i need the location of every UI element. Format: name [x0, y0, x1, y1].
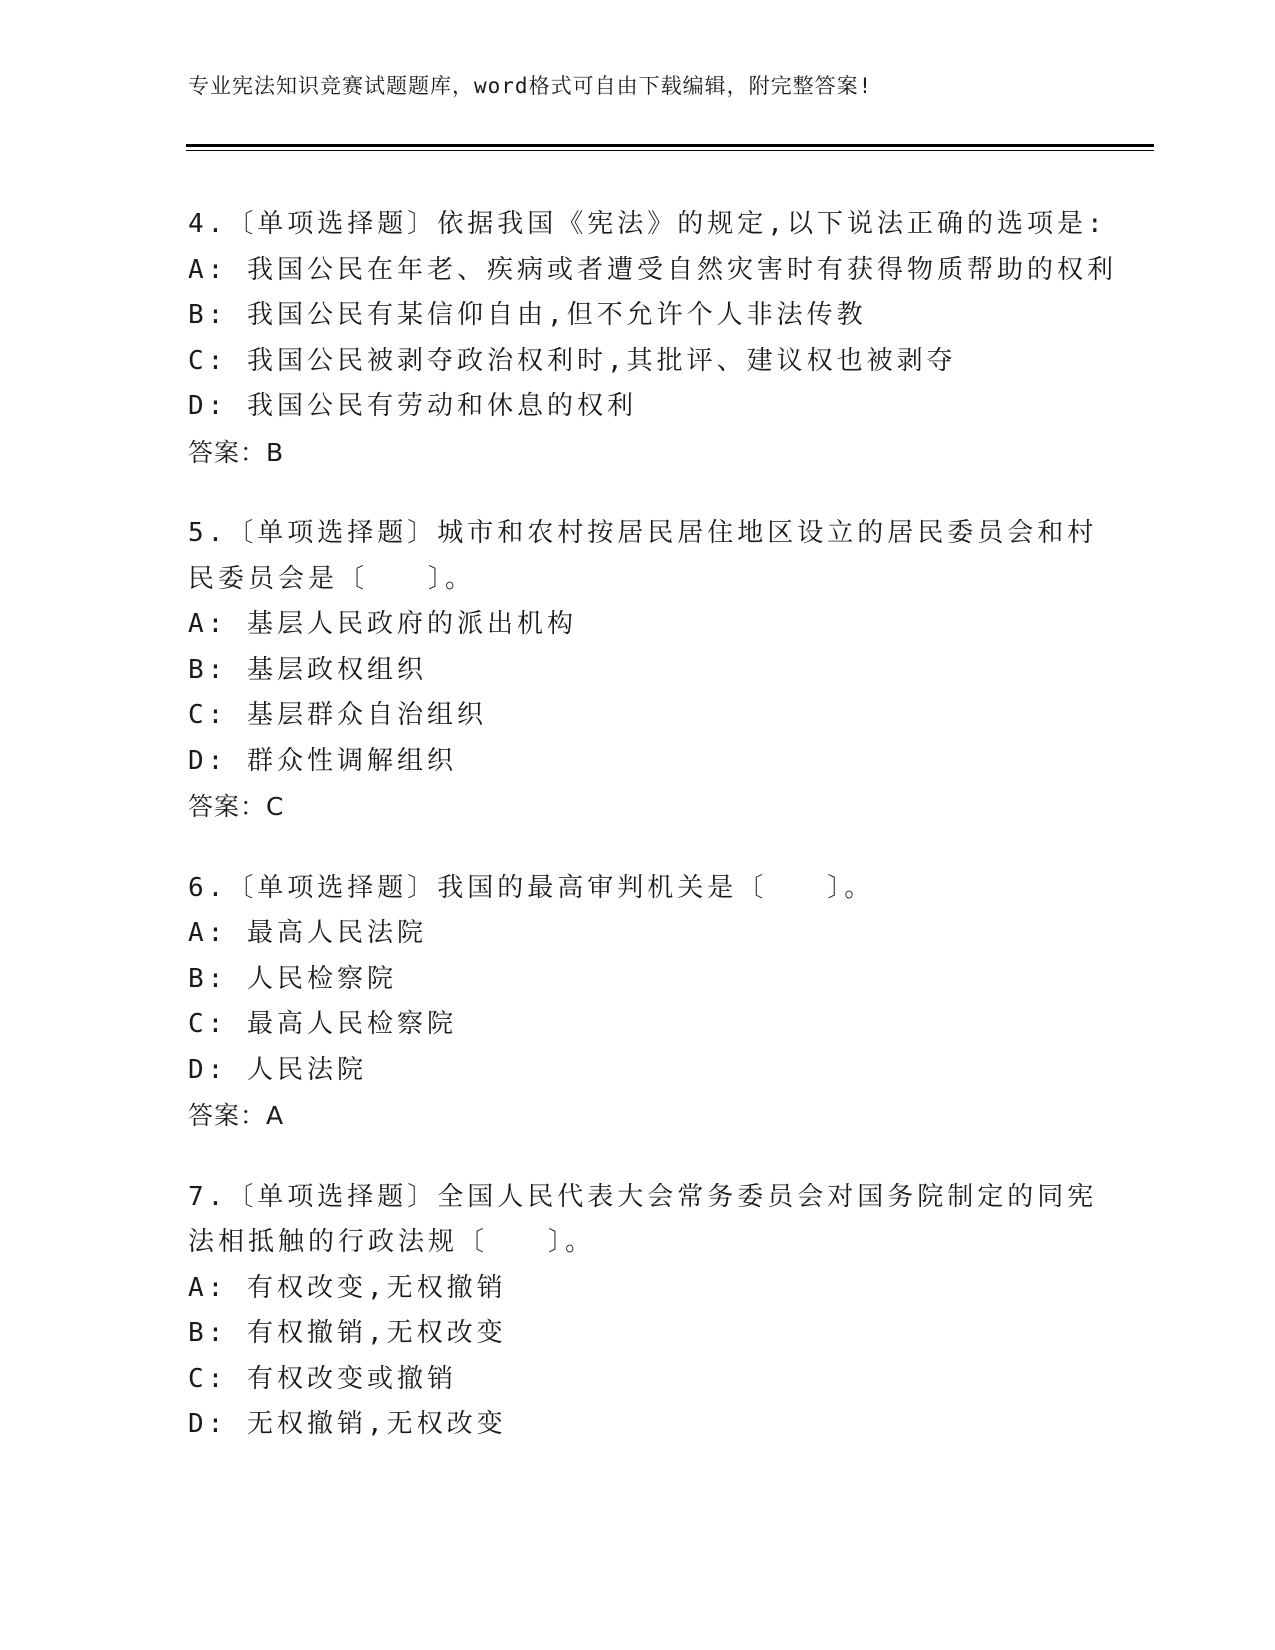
option-b: B: 有权撤销,无权改变 [188, 1318, 507, 1348]
question-stem-continued: 民委员会是〔 〕。 [188, 563, 476, 594]
option-d: D: 人民法院 [188, 1054, 367, 1085]
header-rule-thin [186, 150, 1154, 151]
option-c: C: 有权改变或撤销 [188, 1363, 457, 1394]
question-stem: 6.〔单项选择题〕我国的最高审判机关是〔 〕。 [188, 872, 875, 903]
option-c: C: 基层群众自治组织 [188, 700, 487, 730]
option-d: D: 群众性调解组织 [188, 745, 457, 776]
option-a: A: 我国公民在年老、疾病或者遭受自然灾害时有获得物质帮助的权利 [188, 254, 1117, 285]
question-4 [188, 202, 1117, 475]
option-a: A: 最高人民法院 [188, 918, 427, 948]
page-header: 专业宪法知识竞赛试题题库，word格式可自由下载编辑，附完整答案! [188, 74, 873, 98]
question-stem-continued: 法相抵触的行政法规〔 〕。 [188, 1227, 596, 1257]
option-b: B: 人民检察院 [188, 963, 397, 994]
option-b: B: 基层政权组织 [188, 654, 427, 685]
option-d: D: 无权撤销,无权改变 [188, 1409, 507, 1439]
question-7 [188, 1175, 1098, 1448]
option-c: C: 最高人民检察院 [188, 1009, 457, 1039]
header-rule-thick [186, 144, 1154, 147]
option-c: C: 我国公民被剥夺政治权利时,其批评、建议权也被剥夺 [188, 345, 957, 376]
question-stem: 4.〔单项选择题〕依据我国《宪法》的规定,以下说法正确的选项是: [188, 209, 1107, 239]
question-stem: 7.〔单项选择题〕全国人民代表大会常务委员会对国务院制定的同宪 [188, 1181, 1098, 1212]
answer: 答案：C [188, 792, 285, 821]
option-b: B: 我国公民有某信仰自由,但不允许个人非法传教 [188, 300, 867, 330]
option-a: A: 基层人民政府的派出机构 [188, 609, 577, 639]
option-d: D: 我国公民有劳动和休息的权利 [188, 391, 637, 421]
question-list [188, 202, 1117, 1484]
question-6 [188, 866, 1088, 1139]
option-a: A: 有权改变,无权撤销 [188, 1272, 507, 1303]
answer: 答案：A [188, 1101, 285, 1130]
question-5 [188, 511, 1098, 830]
answer: 答案：B [188, 437, 285, 467]
question-stem: 5.〔单项选择题〕城市和农村按居民居住地区设立的居民委员会和村 [188, 518, 1098, 548]
